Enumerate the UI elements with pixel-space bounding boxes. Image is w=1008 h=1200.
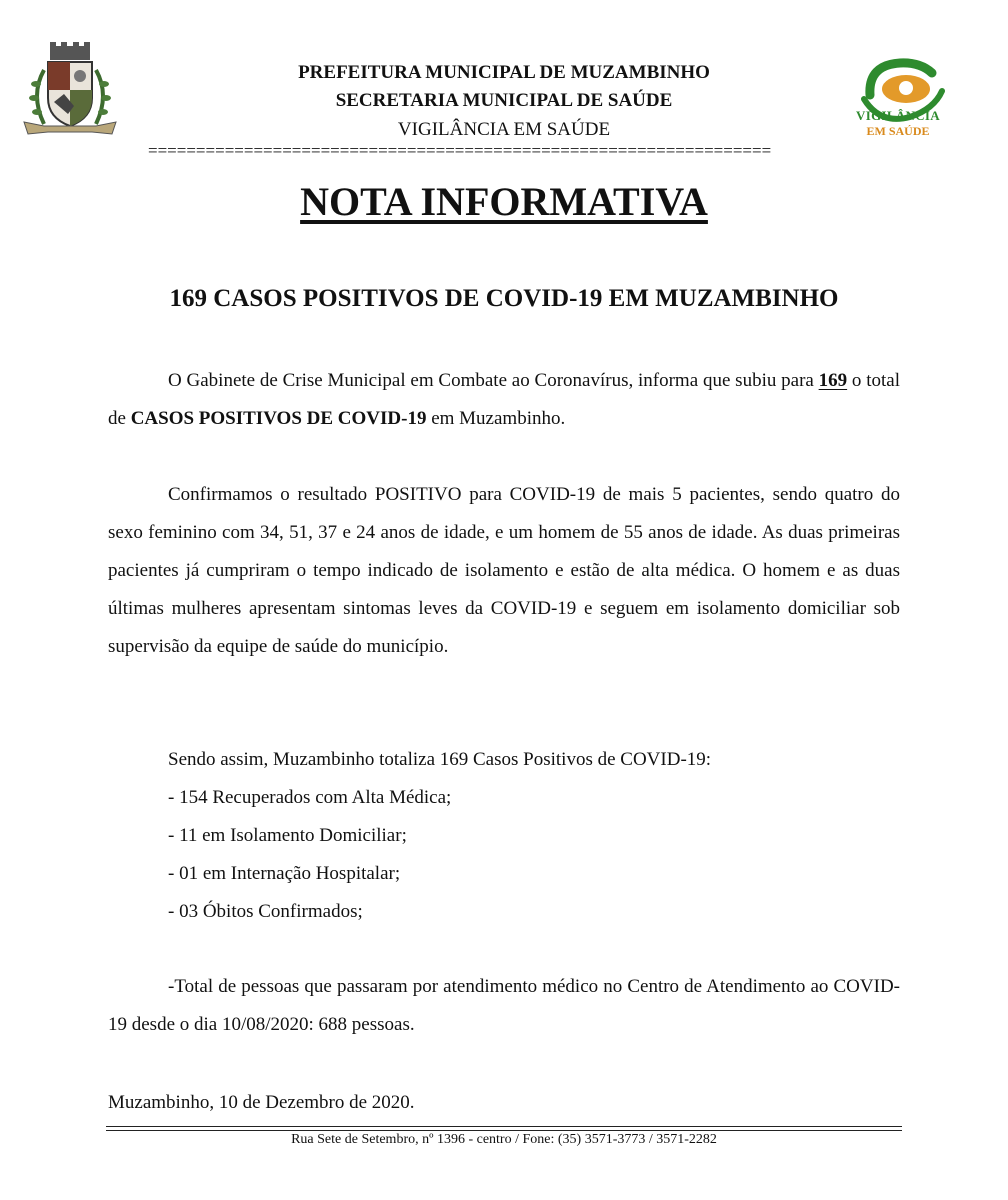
- paragraph-new-patients: [108, 476, 900, 666]
- document-title: NOTA INFORMATIVA: [300, 179, 708, 224]
- summary-item-home-isolation: - 11 em Isolamento Domiciliar;: [168, 825, 407, 846]
- paragraph-cases: [108, 362, 900, 438]
- logo-text-vigilancia: VIGILÂNCIA: [856, 108, 940, 123]
- footer-divider: [106, 1126, 902, 1127]
- paragraph-new-patients-text: Confirmamos o resultado POSITIVO para COVID-19 de mais 5 pacientes, sendo quatro do sexo feminino com 34, 51, 37 e 24 anos de idade, e um homem de 55 anos de idade. As duas primeiras pacientes já cumpriram o tempo indicado de isolamento e estão de alta médica. O homem e as duas últimas mulheres apresentam sintomas leves da COVID-19 e seguem em isolamento domiciliar sob supervisão da equipe de saúde do município.: [108, 484, 900, 657]
- summary-item-recovered: - 154 Recuperados com Alta Médica;: [168, 787, 452, 808]
- cases-summary: [168, 741, 711, 931]
- document-subtitle: 169 CASOS POSITIVOS DE COVID-19 EM MUZAMBINHO: [169, 285, 839, 312]
- total-cases-count: 169: [818, 370, 848, 391]
- header-secretaria: SECRETARIA MUNICIPAL DE SAÚDE: [335, 90, 673, 111]
- footer-address: Rua Sete de Setembro, nº 1396 - centro / Fone: (35) 3571-3773 / 3571-2282: [291, 1132, 717, 1147]
- paragraph-attendance-text: -Total de pessoas que passaram por atendimento médico no Centro de Atendimento ao COVID-19 desde o dia 10/08/2020: 688 pessoas.: [108, 976, 900, 1035]
- logo-text-em-saude: EM SAÚDE: [866, 124, 930, 138]
- summary-item-deaths: - 03 Óbitos Confirmados;: [168, 901, 363, 922]
- summary-intro: Sendo assim, Muzambinho totaliza 169 Casos Positivos de COVID-19:: [168, 749, 712, 770]
- municipal-crest-icon: [18, 40, 122, 144]
- paragraph-cases-middle: o total de: [108, 370, 900, 429]
- paragraph-cases-before: O Gabinete de Crise Municipal em Combate ao Coronavírus, informa que subiu para: [168, 370, 819, 391]
- summary-item-hospitalized: - 01 em Internação Hospitalar;: [168, 863, 401, 884]
- paragraph-attendance: [108, 968, 900, 1044]
- header-vigilancia: VIGILÂNCIA EM SAÚDE: [397, 119, 611, 140]
- date-line: Muzambinho, 10 de Dezembro de 2020.: [108, 1092, 415, 1113]
- header-separator: =================================================================: [148, 141, 772, 160]
- footer-divider-secondary: [106, 1130, 902, 1131]
- header-prefeitura: PREFEITURA MUNICIPAL DE MUZAMBINHO: [298, 62, 710, 83]
- positive-cases-emphasis: CASOS POSITIVOS DE COVID-19: [130, 408, 427, 429]
- paragraph-cases-after: em Muzambinho.: [426, 408, 566, 429]
